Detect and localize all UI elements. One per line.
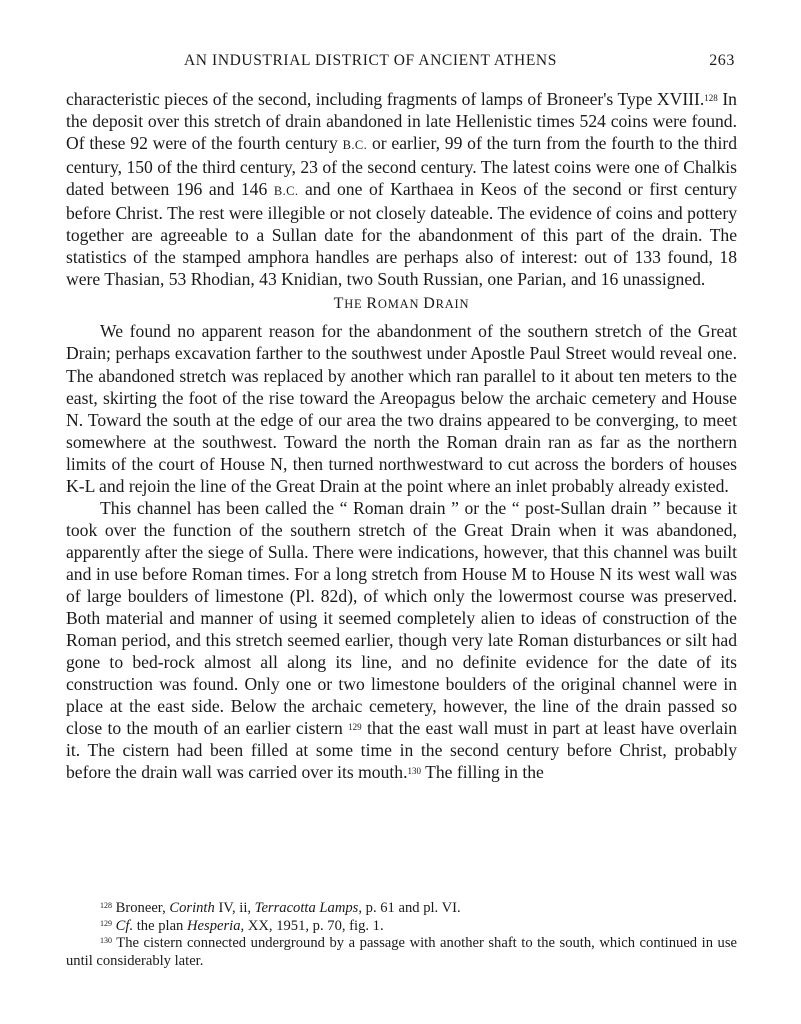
footnote-number: 130 — [100, 936, 112, 945]
footnote-title: Corinth — [169, 900, 215, 916]
footnote-ref-130: 130 — [407, 766, 421, 777]
page-header — [66, 52, 735, 74]
footnote-text: , p. 61 and pl. VI. — [358, 900, 461, 916]
paragraph-3-text-b: that the east wall must in part at least have overlain it. The cistern had been filled at some time in the second century before Christ, probably before the drain wall was carried over its mouth. — [66, 718, 738, 783]
heading-small-caps: RAIN — [435, 297, 470, 312]
footnote-text: the plan — [133, 917, 187, 934]
footnote-ref-129: 129 — [348, 722, 362, 733]
section-heading — [66, 290, 737, 320]
footnote-number: 128 — [100, 901, 112, 910]
heading-initial: D — [423, 295, 436, 313]
footnote-text: , XX, 1951, p. 70, fig. 1. — [240, 917, 384, 934]
era-abbreviation: B.C. — [273, 184, 299, 199]
running-title: AN INDUSTRIAL DISTRICT OF ANCIENT ATHENS — [184, 52, 557, 69]
paragraph-3-text-a: This channel has been called the “ Roman drain ” or the “ post-Sullan drain ” because it took over the function of the southern stretch of the Great Drain when it was abandoned, apparently after the siege of Sulla. There were indications, however, that this channel was built and in use before Roman times. For a long stretch from House M to House N its west wall was of large boulders of limestone (Pl. 82d), of which only the lowermost course was preserved. Both material and manner of using it seemed completely alien to ideas of construction of the Roman period, and this stretch seemed earlier, though very late Roman disturbances or silt had gone to bed-rock almost all along its line, and no definite evidence for the date of its construction was found. Only one or two limestone boulders of the original channel were in place at the east side. Below the archaic cemetery, however, the line of the drain passed so close to the mouth of an earlier cistern — [66, 497, 737, 739]
heading-small-caps: HE — [344, 297, 367, 312]
body-text — [66, 88, 737, 783]
paragraph-1-text-d: and one of Karthaea in Keos of the second or first century before Christ. The rest were illegible or not closely dateable. The evidence of coins and pottery together are agreeable to a Sullan date for the abandonment of this part of the drain. The statistics of the stamped amphora handles are perhaps also of interest: out of 133 found, 18 were Thasian, 53 Rhodian, 43 Knidian, two South Russian, one Parian, and 16 unassigned. — [66, 179, 738, 290]
heading-small-caps: OMAN — [377, 297, 424, 312]
footnote-number: 129 — [100, 918, 112, 928]
footnote-text: The cistern connected underground by a passage with another shaft to the south, which continued in use until considerably later. — [66, 935, 737, 969]
footnote-ref-128: 128 — [704, 93, 718, 103]
paragraph-1-text-c: or earlier, 99 of the turn from the fourth to the third century, 150 of the third century, 23 of the second century. The latest coins were one of Chalkis dated between 196 and 146 — [66, 133, 737, 200]
paragraph-1-text-b: In the deposit over this stretch of drain abandoned in late Hellenistic times 524 coins were found. Of these 92 were of the fourth century — [66, 89, 737, 154]
footnote-title: Terracotta Lamps — [254, 900, 359, 916]
paragraph-1-text-a: characteristic pieces of the second, including fragments of lamps of Broneer's Type XVIII. — [66, 89, 705, 109]
footnote-text: Broneer, — [112, 900, 170, 916]
footnote-130 — [66, 935, 737, 970]
paragraph-2: We found no apparent reason for the abandonment of the southern stretch of the Great Drain; perhaps excavation farther to the southwest under Apostle Paul Street would reveal one. The abandoned stretch was replaced by another which ran parallel to it about ten meters to the east, skirting the foot of the rise toward the Areopagus below the archaic cemetery and House N. Toward the south at the edge of our area the two drains appeared to be converging, to meet somewhere at the southwest. Toward the north the Roman drain ran as far as the northern limits of the court of House N, then turned northwestward to cut across the borders of houses K-L and rejoin the line of the Great Drain at the point where an inlet probably already existed. — [66, 321, 737, 496]
footnote-text: IV, ii, — [214, 900, 255, 916]
footnote-abbreviation: Cf. — [115, 917, 134, 934]
page-number: 263 — [709, 52, 735, 69]
footnotes — [66, 900, 737, 970]
footnote-129 — [66, 918, 737, 936]
heading-initial: T — [333, 295, 345, 313]
paragraph-1 — [66, 88, 737, 290]
footnote-title: Hesperia — [187, 917, 241, 934]
footnote-128 — [66, 900, 737, 918]
heading-initial: R — [366, 295, 378, 313]
paragraph-3 — [66, 497, 737, 784]
paragraph-3-text-c: The filling in the — [421, 762, 544, 783]
era-abbreviation: B.C. — [342, 138, 368, 153]
